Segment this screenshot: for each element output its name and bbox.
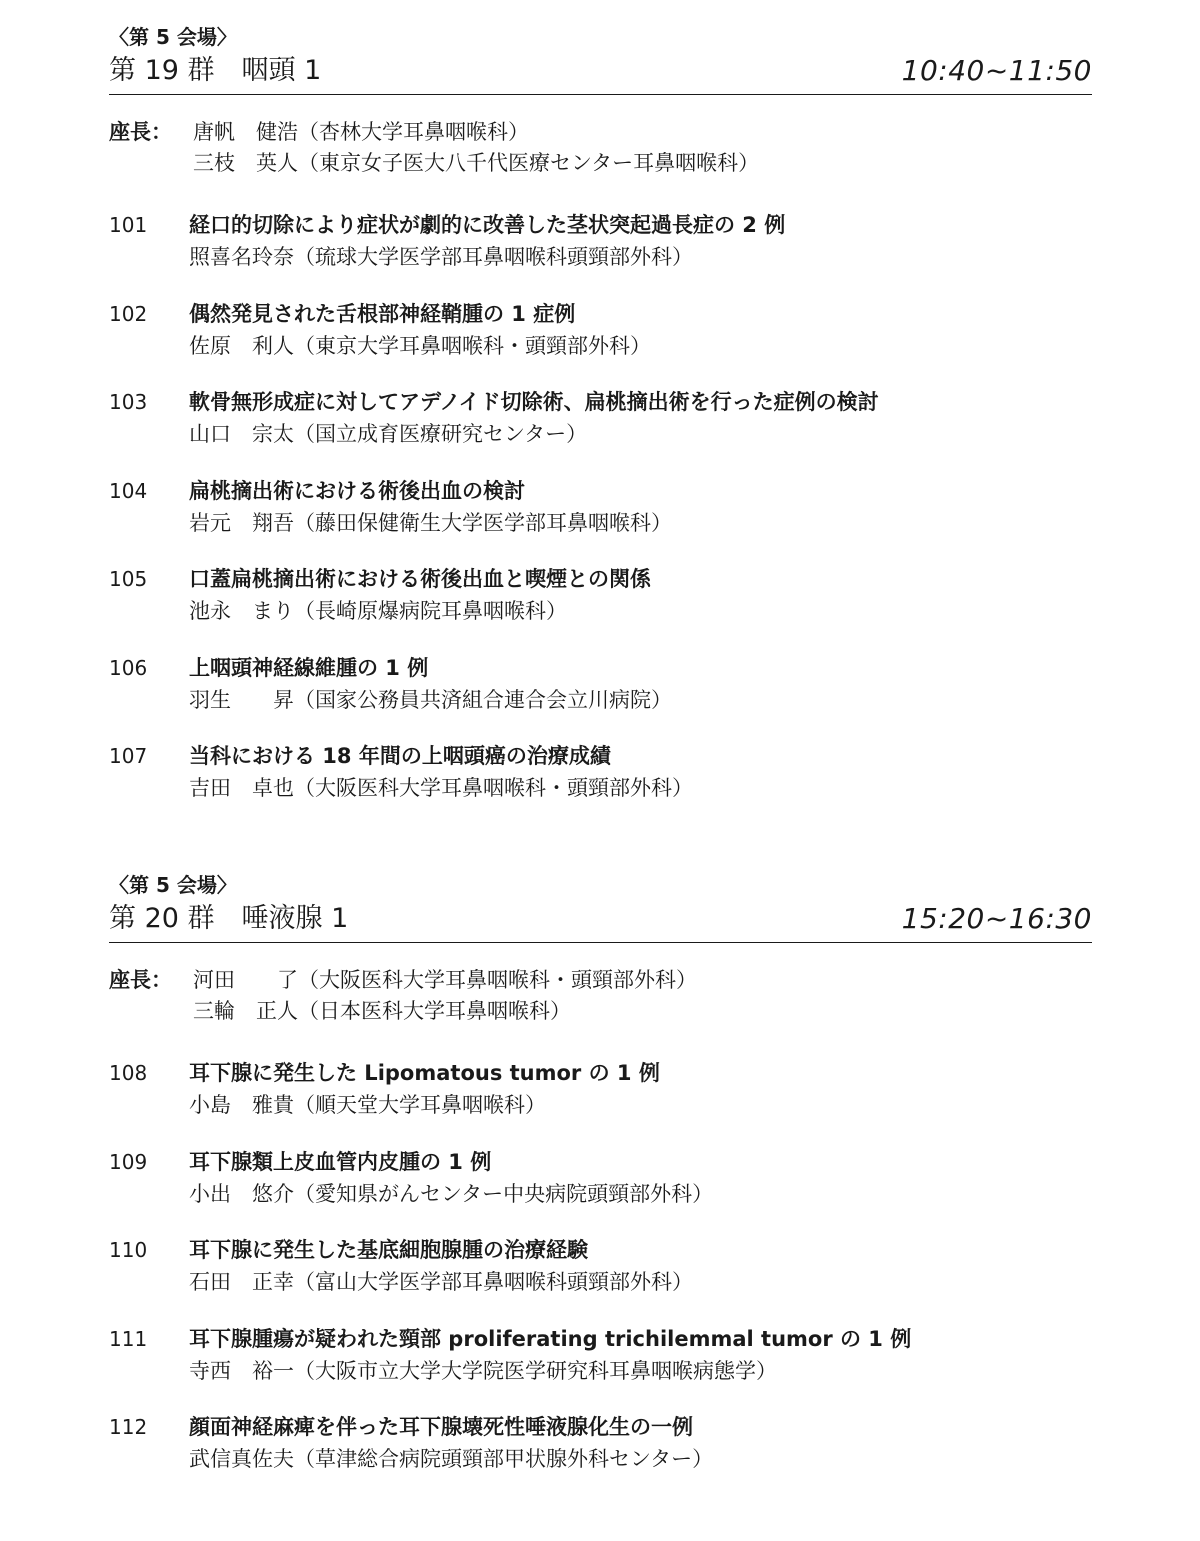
paper-item [109, 1057, 1092, 1146]
paper-number: 112 [109, 1415, 148, 1439]
paper-author: 山口 宗太（国立成育医療研究センター） [189, 422, 588, 446]
venue-label: 〈第 5 会場〉 [109, 25, 237, 49]
session-20 [109, 870, 1092, 1500]
paper-list [109, 209, 1092, 829]
paper-author: 石田 正幸（富山大学医学部耳鼻咽喉科頭頸部外科） [189, 1270, 693, 1294]
paper-item [109, 1146, 1092, 1235]
paper-title: 扁桃摘出術における術後出血の検討 [189, 478, 525, 503]
chair-2: 三枝 英人（東京女子医大八千代医療センター耳鼻咽喉科） [193, 151, 760, 175]
session-header [109, 900, 1092, 943]
session-header [109, 52, 1092, 95]
paper-list [109, 1057, 1092, 1500]
paper-item [109, 1323, 1092, 1412]
session-time: 10:40~11:50 [901, 54, 1092, 87]
paper-title: 軟骨無形成症に対してアデノイド切除術、扁桃摘出術を行った症例の検討 [189, 390, 879, 414]
session-title: 第 19 群 咽頭 1 [109, 55, 322, 86]
paper-item [109, 386, 1092, 475]
paper-author: 小出 悠介（愛知県がんセンター中央病院頭頸部外科） [189, 1181, 714, 1206]
paper-number: 110 [109, 1238, 148, 1262]
paper-item [109, 209, 1092, 298]
paper-author: 佐原 利人（東京大学耳鼻咽喉科・頭頸部外科） [189, 333, 651, 358]
paper-number: 101 [109, 213, 148, 237]
paper-number: 103 [109, 390, 148, 414]
paper-title: 耳下腺に発生した基底細胞腺腫の治療経験 [189, 1238, 588, 1262]
session-title: 第 20 群 唾液腺 1 [109, 903, 349, 934]
session-19 [109, 22, 1092, 829]
paper-title: 偶然発見された舌根部神経鞘腫の 1 症例 [189, 301, 576, 326]
paper-item [109, 563, 1092, 652]
paper-number: 102 [109, 301, 148, 326]
paper-item [109, 652, 1092, 741]
venue-label: 〈第 5 会場〉 [109, 873, 237, 897]
paper-author: 吉田 卓也（大阪医科大学耳鼻咽喉科・頭頸部外科） [189, 776, 693, 800]
chairs-block [109, 965, 1092, 1027]
chair-2: 三輪 正人（日本医科大学耳鼻咽喉科） [193, 999, 571, 1023]
paper-author: 武信真佐夫（草津総合病院頭頸部甲状腺外科センター） [189, 1447, 714, 1471]
paper-author: 池永 まり（長崎原爆病院耳鼻咽喉科） [189, 599, 567, 623]
paper-title: 当科における 18 年間の上咽頭癌の治療成績 [189, 744, 611, 768]
chairs-block [109, 117, 1092, 179]
paper-author: 羽生 昇（国家公務員共済組合連合会立川病院） [189, 687, 672, 712]
paper-title: 経口的切除により症状が劇的に改善した茎状突起過長症の 2 例 [189, 213, 786, 237]
paper-number: 106 [109, 655, 148, 680]
paper-title: 耳下腺に発生した Lipomatous tumor の 1 例 [189, 1061, 660, 1085]
chair-1: 河田 了（大阪医科大学耳鼻咽喉科・頭頸部外科） [193, 968, 697, 992]
chair-1: 唐帆 健浩（杏林大学耳鼻咽喉科） [193, 120, 529, 144]
chair-label: 座長： [109, 968, 172, 992]
paper-number: 109 [109, 1149, 148, 1174]
paper-title: 耳下腺腫瘍が疑われた頸部 proliferating trichilemmal tumor の 1 例 [189, 1326, 912, 1351]
paper-item [109, 740, 1092, 829]
paper-number: 111 [109, 1326, 148, 1351]
paper-number: 107 [109, 744, 148, 768]
paper-title: 顔面神経麻痺を伴った耳下腺壊死性唾液腺化生の一例 [189, 1415, 693, 1439]
paper-author: 照喜名玲奈（琉球大学医学部耳鼻咽喉科頭頸部外科） [189, 245, 693, 269]
session-time: 15:20~16:30 [901, 902, 1092, 935]
paper-author: 小島 雅貴（順天堂大学耳鼻咽喉科） [189, 1093, 546, 1117]
paper-title: 耳下腺類上皮血管内皮腫の 1 例 [189, 1149, 492, 1174]
paper-number: 104 [109, 478, 148, 503]
paper-item [109, 1234, 1092, 1323]
paper-number: 108 [109, 1061, 148, 1085]
paper-title: 上咽頭神経線維腫の 1 例 [189, 655, 429, 680]
paper-item [109, 475, 1092, 564]
paper-number: 105 [109, 567, 148, 591]
paper-item [109, 298, 1092, 387]
paper-author: 寺西 裕一（大阪市立大学大学院医学研究科耳鼻咽喉病態学） [189, 1358, 777, 1383]
chair-label: 座長： [109, 120, 172, 144]
paper-author: 岩元 翔吾（藤田保健衛生大学医学部耳鼻咽喉科） [189, 510, 672, 535]
paper-item [109, 1411, 1092, 1500]
paper-title: 口蓋扁桃摘出術における術後出血と喫煙との関係 [189, 567, 651, 591]
